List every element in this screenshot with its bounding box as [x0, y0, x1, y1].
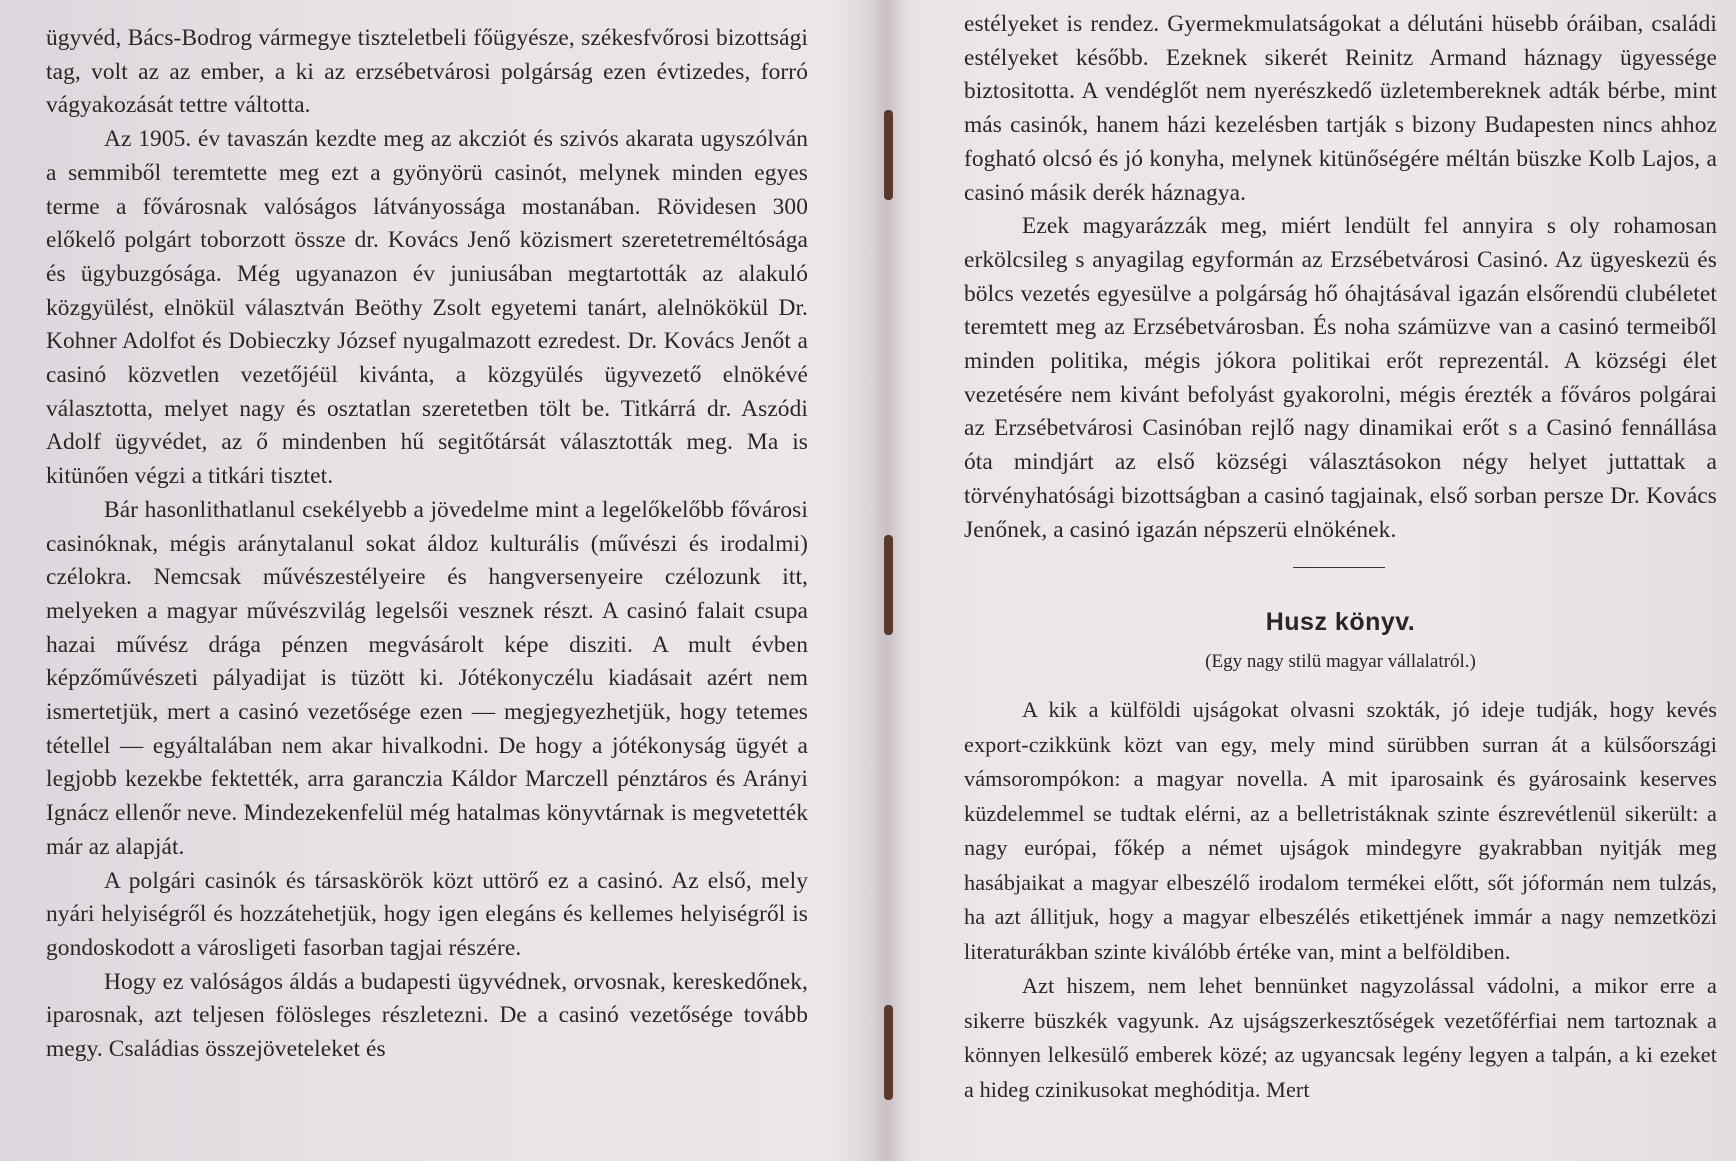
paragraph: A kik a külföldi ujságokat olvasni szokták, jó ideje tudják, hogy kevés export-czikkünk közt van egy, mely mind sürübben surran át a külsőországi vámsorompókon: a magyar novella. A mit iparosaink és gyárosaink keserves küzdelemmel se tudtak elérni, az a belletristáknak szinte észrevétlenül sikerült: a nagy európai, főkép a német ujságok mindegyre gyakrabban nyitják meg hasábjaikat a magyar elbeszélő irodalom termékei előtt, sőt jóformán nem tulzás, ha azt állitjuk, hogy a magyar elbeszélés etikettjének immár a nagy nemzetközi literaturákban szinte kiválóbb értéke van, mint a belföldiben.	[964, 697, 1717, 964]
section-divider	[1293, 567, 1385, 568]
paragraph: Bár hasonlithatlanul csekélyebb a jövedelme mint a legelőkelőbb fővárosi casinóknak, mégis aránytalanul sokat áldoz kulturális (művészi és irodalmi) czélokra. Nemcsak művészestélyeire és hangversenyeire czélozunk itt, melyeken a magyar művészvilág legelsői vesznek részt. A casinó falait csupa hazai művész drága pénzen megvásárolt képe disziti. A mult évben képzőművészeti pályadijat is tüzött ki. Jótékonyczélu kiadásait azért nem ismertetjük, mert a casinó vezetősége ezen — megjegyezhetjük, hogy tetemes tétellel — egyáltalában nem akar hivalkodni. De hogy a jótékonyság ügyét a legjobb kezekbe fektették, arra garanczia Káldor Marczell pénztáros és Arányi Ignácz ellenőr neve. Mindezekenfelül még hatalmas könyvtárnak is megvetették már az alapját.	[46, 496, 808, 860]
paragraph: Azt hiszem, nem lehet bennünket nagyzolással vádolni, a mikor erre a sikerre büszkék vagyunk. Az ujságszerkesztőségek vezetőférfiai nem tartoznak a könnyen lelkesülő emberek közé; az ugyancsak legény legyen a talpán, a ki ezeket a hideg czinikusokat meghóditja. Mert	[964, 973, 1717, 1102]
paragraph: estélyeket is rendez. Gyermekmulatságokat a délutáni hüsebb óráiban, családi estélyeket később. Ezeknek sikerét Reinitz Armand háznagy ügyessége biztositotta. A vendéglőt nem nyerészkedő üzletembereknek adták bérbe, mint más casinók, hanem házi kezelésben tartják s bizony Budapesten nincs ahhoz fogható olcsó és jó konyha, melynek kitünőségére méltán büszke Kolb Lajos, a casinó másik derék háznagya.	[964, 11, 1717, 206]
paragraph: A polgári casinók és társaskörök közt uttörő ez a casinó. Az első, mely nyári helyiségről és hozzátehetjük, hogy igen elegáns és kellemes helyiségről is gondoskodott a városligeti fasorban tagjai részére.	[46, 867, 808, 961]
article-title: Husz könyv.	[1265, 608, 1416, 637]
paragraph: Ezek magyarázzák meg, miért lendült fel annyira s oly rohamosan erkölcsileg s anyagilag egyformán az Erzsébetvárosi Casinó. Az ügyeskezü és bölcs vezetés egyesülve a polgárság hő óhajtásával igazán elsőrendü clubéletet teremtett meg az Erzsébetvárosban. És noha számüzve van a casinó termeiből minden politika, mégis jókora politikai erőt reprezentál. A községi élet vezetésére nem kivánt befolyást gyakorolni, mégis érezték a főváros polgárai az Erzsébetvárosi Casinóban rejlő nagy dinamikai erőt s a Casinó fennállása óta mindjárt az első községi választásokon négy helyet juttattak a törvényhatósági bizottságban a casinó tagjainak, első sorban persze Dr. Kovács Jenőnek, a casinó igazán népszerü elnökének.	[964, 213, 1717, 543]
right-page	[880, 0, 1736, 1161]
paragraph: Az 1905. év tavaszán kezdte meg az akcziót és szivós akarata ugyszólván a semmiből teremtette meg ezt a gyönyörü casinót, melynek minden egyes terme a fővárosnak valóságos látványossága mostanában. Rövidesen 300 előkelő polgárt toborzott össze dr. Kovács Jenő közismert szeretetreméltósága és ügybuzgósága. Még ugyanazon év juniusában megtartották az alakuló közgyülést, elnökül választván Beöthy Zsolt egyetemi tanárt, alelnökökül Dr. Kohner Adolfot és Dobieczky József nyugalmazott ezredest. Dr. Kovács Jenőt a casinó közvetlen vezetőjéül kivánta, a közgyülés ügyvezető elnökévé választotta, melyet nagy és osztatlan szeretetben tölt be. Titkárrá dr. Aszódi Adolf ügyvédet, az ő mindenben hű segitőtársát választották meg. Ma is kitünően végzi a titkári tisztet.	[46, 126, 808, 490]
right-page-text	[964, 8, 1717, 1107]
paragraph: ügyvéd, Bács-Bodrog vármegye tiszteletbeli főügyésze, székesfvőrosi bizottsági tag, volt az az ember, a ki az erzsébetvárosi polgárság ezen évtizedes, forró vágyakozását tettre váltotta.	[46, 25, 808, 119]
paragraph: Hogy ez valóságos áldás a budapesti ügyvédnek, orvosnak, kereskedőnek, iparosnak, azt teljesen fölösleges részletezni. De a casinó vezetősége tovább megy. Családias összejöveteleket és	[46, 968, 808, 1063]
article-subtitle: (Egy nagy stilü magyar vállalatról.)	[1205, 651, 1476, 673]
left-page-text	[46, 22, 808, 1067]
